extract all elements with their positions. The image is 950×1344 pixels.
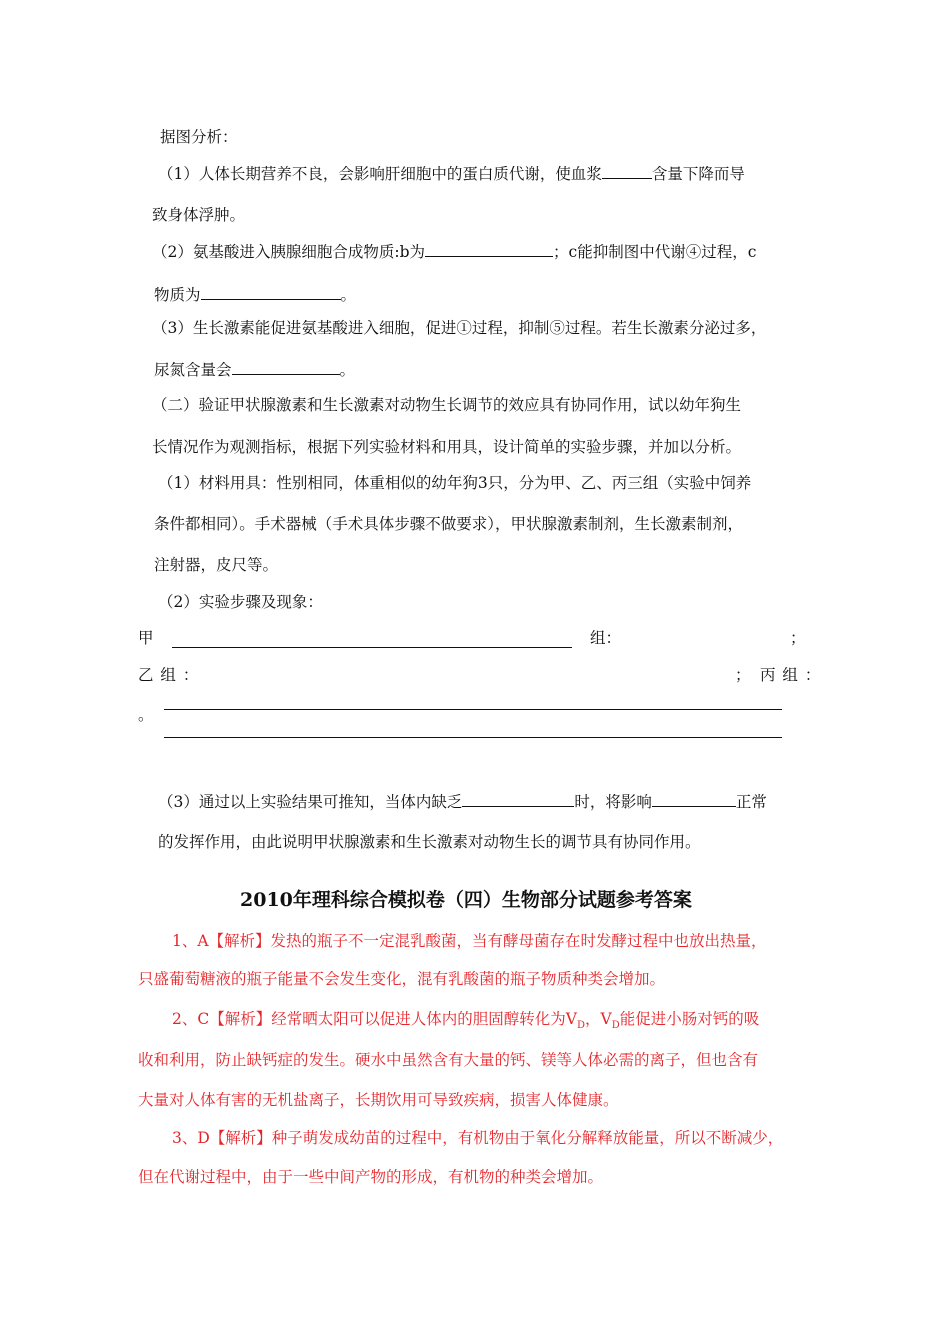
conclusion-line-1 [158, 790, 767, 813]
conclusion-blank-2[interactable] [652, 790, 736, 807]
question-2-line-1 [152, 240, 756, 263]
analysis-intro: 据图分析： [160, 128, 238, 146]
q2-text-b: ；c能抑制图中代谢④过程，c [553, 243, 757, 261]
answer-2-line-3: 大量对人体有害的无机盐离子，长期饮用可导致疾病，损害人体健康。 [138, 1091, 619, 1109]
materials-line-1: （1）材料用具：性别相同，体重相似的幼年狗3只，分为甲、乙、丙三组（实验中饲养 [158, 474, 752, 492]
group-yi-label: 乙 组 ： [138, 666, 200, 684]
q3-text-b: 尿氮含量会 [154, 361, 232, 379]
group-jia-suffix: 组： [590, 629, 622, 647]
group-bing-answer-line-2[interactable] [164, 737, 782, 738]
conclusion-text-a: （3）通过以上实验结果可推知，当体内缺乏 [158, 793, 463, 811]
vitamin-d-1: $V_D$ [565, 1010, 585, 1032]
q1-text-b: 含量下降而导 [651, 165, 745, 183]
q3-text-c: 。 [339, 361, 356, 379]
q2-c-blank[interactable] [201, 283, 341, 300]
question-1-line-2: 致身体浮肿。 [152, 206, 246, 224]
answer-1-line-1: 1、A【解析】发热的瓶子不一定混乳酸菌，当有酵母菌存在时发酵过程中也放出热量， [172, 932, 767, 950]
part-2-line-1: （二）验证甲状腺激素和生长激素对动物生长调节的效应具有协同作用，试以幼年狗生 [152, 396, 742, 414]
question-3-line-2 [154, 358, 355, 381]
answer-3-line-2: 但在代谢过程中，由于一些中间产物的形成，有机物的种类会增加。 [138, 1168, 604, 1186]
conclusion-line-2: 的发挥作用，由此说明甲状腺激素和生长激素对动物生长的调节具有协同作用。 [158, 833, 701, 851]
conclusion-blank-1[interactable] [462, 790, 574, 807]
q1-answer-blank[interactable] [602, 162, 652, 179]
answer-1-line-2: 只盛葡萄糖液的瓶子能量不会发生变化，混有乳酸菌的瓶子物质种类会增加。 [138, 970, 666, 988]
answer-2-line-2: 收和利用，防止缺钙症的发生。硬水中虽然含有大量的钙、镁等人体必需的离子，但也含有 [138, 1051, 759, 1069]
question-3-line-1: （3）生长激素能促进氨基酸进入细胞，促进①过程，抑制⑤过程。若生长激素分泌过多， [152, 319, 767, 337]
q1-text-a: （1）人体长期营养不良，会影响肝细胞中的蛋白质代谢，使血浆 [158, 165, 602, 183]
group-jia-answer-line[interactable] [172, 647, 572, 648]
q3-answer-blank[interactable] [232, 358, 340, 375]
answer-2-text-post: 能促进小肠对钙的吸 [619, 1010, 760, 1028]
group-jia-label: 甲 [138, 629, 154, 647]
part-2-line-2: 长情况作为观测指标，根据下列实验材料和用具，设计简单的实验步骤，并加以分析。 [152, 438, 742, 456]
materials-line-2: 条件都相同）。手术器械（手术具体步骤不做要求），甲状腺激素制剂，生长激素制剂， [154, 515, 744, 533]
q2-b-blank[interactable] [425, 240, 553, 257]
group-jia-semicolon: ； [790, 629, 806, 647]
group-yi-semicolon: ； [735, 666, 751, 684]
q2-text-c: 物质为 [154, 286, 201, 304]
group-bing-label: 丙 组 ： [760, 666, 822, 684]
conclusion-text-b: 时，将影响 [574, 793, 652, 811]
materials-line-3: 注射器，皮尺等。 [154, 556, 279, 574]
answers-title: 2010年理科综合模拟卷（四）生物部分试题参考答案 [240, 889, 692, 911]
q2-text-d: 。 [340, 286, 357, 304]
group-bing-answer-line-1[interactable] [164, 709, 782, 710]
vitamin-d-2: $V_D$ [600, 1010, 620, 1032]
question-1-line-1 [158, 162, 745, 185]
question-2-line-2 [154, 283, 356, 306]
q2-text-a: （2）氨基酸进入胰腺细胞合成物质:b为 [152, 243, 426, 261]
group-bing-period: 。 [138, 706, 154, 724]
steps-heading: （2）实验步骤及现象： [158, 593, 323, 611]
answer-2-text-pre: 2、C【解析】经常晒太阳可以促进人体内的胆固醇转化为 [172, 1010, 566, 1028]
answer-3-line-1: 3、D【解析】种子萌发成幼苗的过程中，有机物由于氧化分解释放能量，所以不断减少， [172, 1129, 784, 1147]
answer-2-line-1: 2、C【解析】经常晒太阳可以促进人体内的胆固醇转化为$V_D$，$V_D$能促进小肠对钙的吸 [172, 1010, 760, 1032]
conclusion-text-c: 正常 [735, 793, 767, 811]
